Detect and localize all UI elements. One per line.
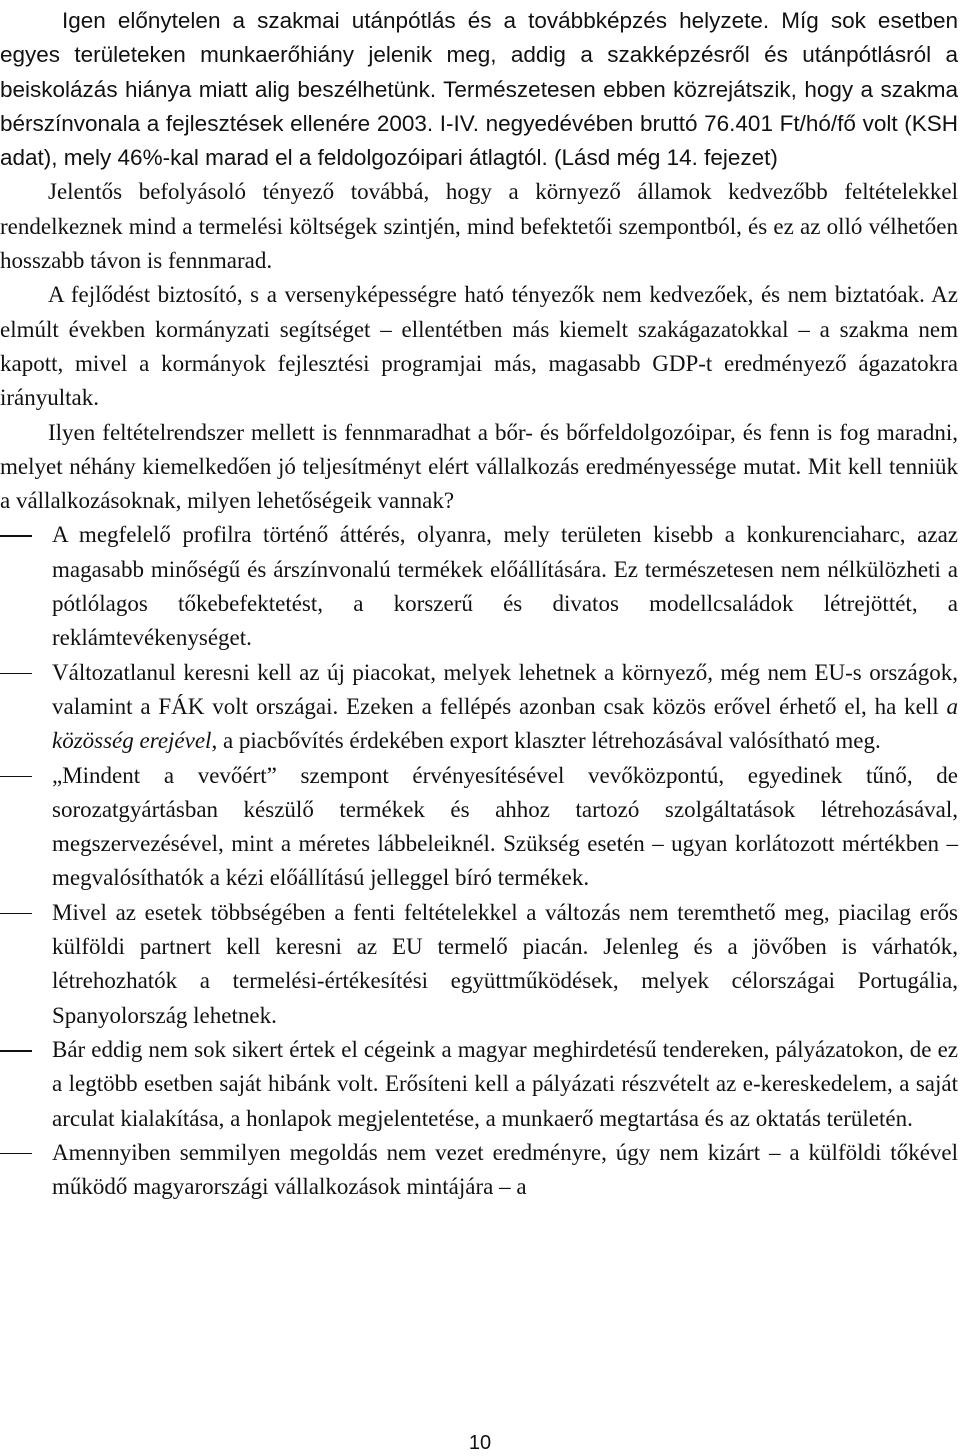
- page-number: 10: [468, 1432, 492, 1454]
- dash-bullet-icon: [0, 535, 32, 537]
- dash-bullet-icon: [0, 673, 32, 675]
- list-item: [0, 656, 958, 759]
- list-item-text-continued: , a piacbővítés érdekében export klaszter létrehozásával valósítható meg.: [211, 728, 881, 754]
- list-item-text: „Mindent a vevőért” szempont érvényesítésével vevőközpontú, egyedinek tűnő, de sorozatgyártásban készülő termékek és ahhoz tartozó szolgáltatások létrehozásával, megszervezésével, mint a méretes lábbeleiknél. Szükség esetén – ugyan korlátozott mértékben – megvalósíthatók a kézi előállítású jelleggel bíró termékek.: [52, 762, 958, 891]
- dash-bullet-icon: [0, 913, 32, 915]
- list-item: [0, 896, 958, 1033]
- paragraph-survival-conditions: Ilyen feltételrendszer mellett is fennmaradhat a bőr- és bőrfeldolgozóipar, és fenn is fog maradni, melyet néhány kiemelkedően jó teljesítményt elért vállalkozás eredményessége mutat. Mit kell tenniük a vállalkozásoknak, milyen lehetőségeik vannak?: [0, 419, 958, 514]
- list-item-text: Amennyiben semmilyen megoldás nem vezet eredményre, úgy nem kizárt – a külföldi tőkével működő magyarországi vállalkozások mintájára – a: [52, 1139, 958, 1200]
- list-item: [0, 1033, 958, 1136]
- paragraph-training-wages: Igen előnytelen a szakmai utánpótlás és a továbbképzés helyzete. Míg sok esetben egyes területeken munkaerőhiány jelenik meg, addig a szakképzésről és utánpótlásról a beiskolázás hiánya miatt alig beszélhetünk. Természetesen ebben közrejátszik, hogy a szakma bérszínvonala a fejlesztések ellenére 2003. I-IV. negyedévében bruttó 76.401 Ft/hó/fő volt (KSH adat), mely 46%-kal marad el a feldolgozóipari átlagtól. (Lásd még 14. fejezet): [0, 8, 958, 171]
- list-item-text: Mivel az esetek többségében a fenti feltételekkel a változás nem teremthető meg, piacilag erős külföldi partnert kell keresni az EU termelő piacán. Jelenleg és a jövőben is várhatók, létrehozhatók a termelési-értékesítési együttműködések, melyek célországai Portugália, Spanyolország lehetnek.: [52, 899, 958, 1028]
- dash-bullet-icon: [0, 1050, 32, 1052]
- dash-bullet-icon: [0, 1153, 32, 1155]
- italic-emphasis: a közösség erejével: [52, 693, 958, 754]
- dash-bullet-icon: [0, 776, 32, 778]
- list-item-text: Bár eddig nem sok sikert értek el cégeink a magyar meghirdetésű tendereken, pályázatokon, de ez a legtöbb esetben saját hibánk volt. Erősíteni kell a pályázati részvételt az e-kereskedelem, a saját arculat kialakítása, a honlapok megjelentetése, a munkaerő megtartása és az oktatás területén.: [52, 1036, 958, 1131]
- paragraph-development-factors: A fejlődést biztosító, s a versenyképességre ható tényezők nem kedvezőek, és nem biztatóak. Az elmúlt években kormányzati segítséget – ellentétben más kiemelt szakágazatokkal – a szakma nem kapott, mivel a kormányok fejlesztési programjai más, magasabb GDP-t eredményező ágazatokra irányultak.: [0, 282, 958, 411]
- list-item: [0, 759, 958, 896]
- list-item-text: Változatlanul keresni kell az új piacokat, melyek lehetnek a környező, még nem EU-s országok, valamint a FÁK volt országai. Ezeken a fellépés azonban csak közös erővel érhető el, ha kell: [52, 659, 958, 719]
- measures-list: [0, 518, 958, 1204]
- list-item-text: A megfelelő profilra történő áttérés, olyanra, mely területen kisebb a konkurenciaharc, azaz magasabb minőségű és árszínvonalú termékek előállítására. Ez természetesen nem nélkülözheti a pótlólagos tőkebefektetést, a korszerű és divatos modellcsaládok létrejöttét, a reklámtevékenységet.: [52, 522, 958, 651]
- list-item: [0, 1136, 958, 1205]
- paragraph-neighbouring-states: Jelentős befolyásoló tényező továbbá, hogy a környező államok kedvezőbb feltételekkel rendelkeznek mind a termelési költségek szintjén, mind befektetői szempontból, és ez az olló vélhetően hosszabb távon is fennmarad.: [0, 179, 958, 274]
- body-text: [0, 4, 958, 1204]
- list-item: [0, 518, 958, 655]
